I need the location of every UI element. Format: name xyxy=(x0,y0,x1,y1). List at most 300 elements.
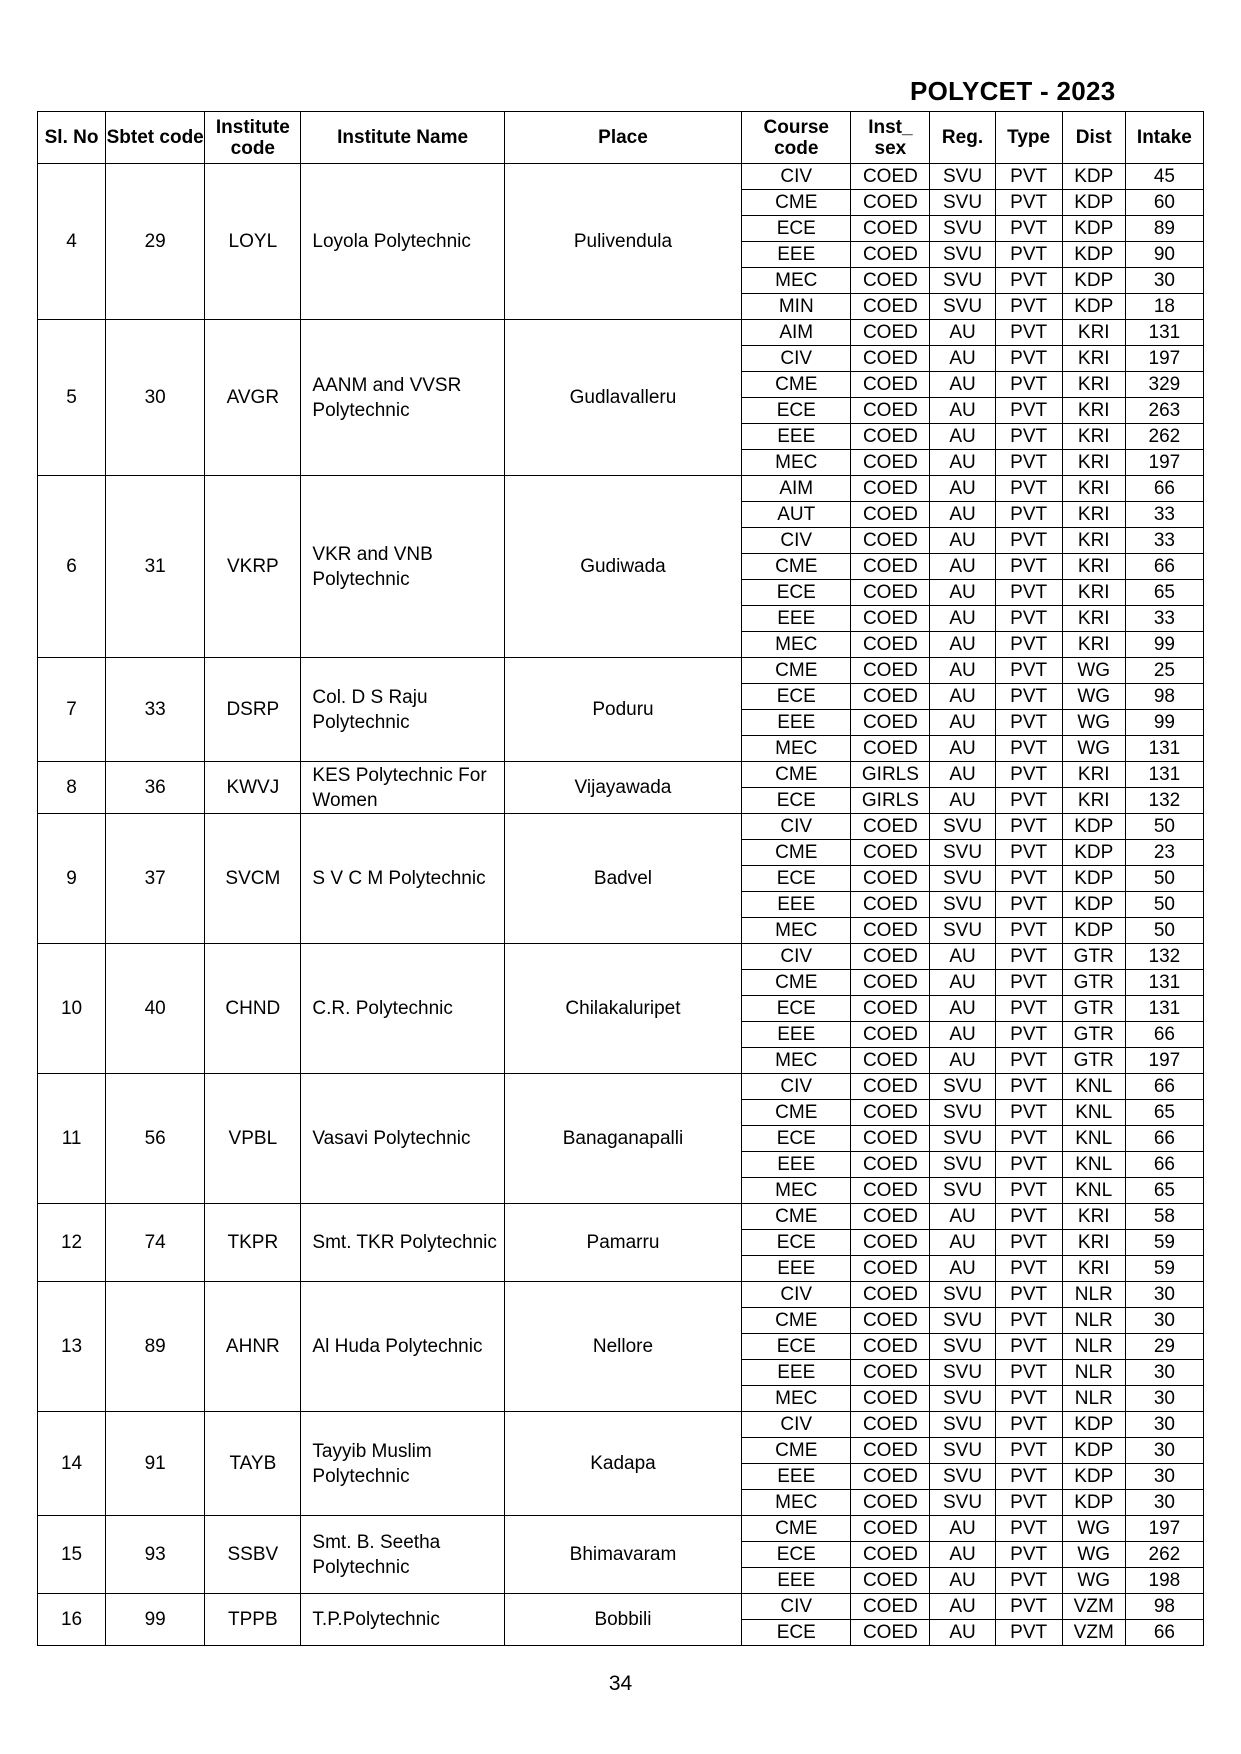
course-code-cell: EEE xyxy=(742,710,851,736)
inst-sex-cell: COED xyxy=(851,866,930,892)
inst-sex-cell: COED xyxy=(851,970,930,996)
intake-cell: 263 xyxy=(1125,398,1203,424)
course-code-cell: CIV xyxy=(742,1412,851,1438)
sl-no-cell: 7 xyxy=(38,658,106,762)
type-cell: PVT xyxy=(995,918,1062,944)
sbtet-code-cell: 29 xyxy=(106,164,205,320)
course-code-cell: CME xyxy=(742,1100,851,1126)
course-code-cell: CIV xyxy=(742,1074,851,1100)
sl-no-cell: 11 xyxy=(38,1074,106,1204)
course-code-cell: EEE xyxy=(742,242,851,268)
dist-cell: GTR xyxy=(1062,1022,1125,1048)
reg-cell: SVU xyxy=(930,1412,995,1438)
reg-cell: AU xyxy=(930,502,995,528)
institute-name-cell: Tayyib Muslim Polytechnic xyxy=(301,1412,504,1516)
intake-cell: 30 xyxy=(1125,1308,1203,1334)
type-cell: PVT xyxy=(995,1386,1062,1412)
type-cell: PVT xyxy=(995,1438,1062,1464)
course-code-cell: CIV xyxy=(742,528,851,554)
reg-cell: AU xyxy=(930,580,995,606)
table-body xyxy=(38,164,1204,1646)
type-cell: PVT xyxy=(995,476,1062,502)
type-cell: PVT xyxy=(995,1178,1062,1204)
reg-cell: SVU xyxy=(930,216,995,242)
institute-name-cell: KES Polytechnic For Women xyxy=(301,762,504,814)
header-intake: Intake xyxy=(1125,112,1203,164)
header-course-code: Course code xyxy=(742,112,851,164)
reg-cell: SVU xyxy=(930,1334,995,1360)
dist-cell: GTR xyxy=(1062,1048,1125,1074)
institute-code-cell: TKPR xyxy=(205,1204,301,1282)
intake-cell: 89 xyxy=(1125,216,1203,242)
inst-sex-cell: COED xyxy=(851,372,930,398)
sbtet-code-cell: 40 xyxy=(106,944,205,1074)
header-reg: Reg. xyxy=(930,112,995,164)
type-cell: PVT xyxy=(995,1308,1062,1334)
inst-sex-cell: COED xyxy=(851,450,930,476)
reg-cell: AU xyxy=(930,476,995,502)
dist-cell: KRI xyxy=(1062,502,1125,528)
place-cell: Poduru xyxy=(504,658,741,762)
course-code-cell: MEC xyxy=(742,632,851,658)
dist-cell: KNL xyxy=(1062,1152,1125,1178)
course-code-cell: MEC xyxy=(742,1048,851,1074)
institute-name-cell: Al Huda Polytechnic xyxy=(301,1282,504,1412)
dist-cell: KRI xyxy=(1062,450,1125,476)
inst-sex-cell: COED xyxy=(851,1594,930,1620)
reg-cell: AU xyxy=(930,1568,995,1594)
course-code-cell: ECE xyxy=(742,1230,851,1256)
inst-sex-cell: COED xyxy=(851,1412,930,1438)
reg-cell: AU xyxy=(930,424,995,450)
type-cell: PVT xyxy=(995,1204,1062,1230)
type-cell: PVT xyxy=(995,1334,1062,1360)
institute-name-cell: S V C M Polytechnic xyxy=(301,814,504,944)
sl-no-cell: 15 xyxy=(38,1516,106,1594)
reg-cell: AU xyxy=(930,684,995,710)
intake-cell: 33 xyxy=(1125,528,1203,554)
inst-sex-cell: COED xyxy=(851,1152,930,1178)
type-cell: PVT xyxy=(995,268,1062,294)
inst-sex-cell: COED xyxy=(851,1178,930,1204)
reg-cell: SVU xyxy=(930,1386,995,1412)
institute-intake-table xyxy=(37,111,1204,1646)
intake-cell: 132 xyxy=(1125,788,1203,814)
dist-cell: KRI xyxy=(1062,580,1125,606)
course-code-cell: ECE xyxy=(742,996,851,1022)
type-cell: PVT xyxy=(995,1022,1062,1048)
inst-sex-cell: COED xyxy=(851,606,930,632)
header-place: Place xyxy=(504,112,741,164)
intake-cell: 30 xyxy=(1125,1438,1203,1464)
dist-cell: GTR xyxy=(1062,944,1125,970)
dist-cell: KRI xyxy=(1062,398,1125,424)
reg-cell: AU xyxy=(930,996,995,1022)
reg-cell: SVU xyxy=(930,1438,995,1464)
header-type: Type xyxy=(995,112,1062,164)
course-code-cell: AIM xyxy=(742,320,851,346)
dist-cell: KNL xyxy=(1062,1126,1125,1152)
course-code-cell: EEE xyxy=(742,606,851,632)
type-cell: PVT xyxy=(995,840,1062,866)
table-row xyxy=(38,1074,1204,1100)
inst-sex-cell: COED xyxy=(851,346,930,372)
type-cell: PVT xyxy=(995,1152,1062,1178)
course-code-cell: EEE xyxy=(742,1464,851,1490)
inst-sex-cell: GIRLS xyxy=(851,788,930,814)
intake-cell: 66 xyxy=(1125,1620,1203,1646)
institute-name-cell: Smt. TKR Polytechnic xyxy=(301,1204,504,1282)
type-cell: PVT xyxy=(995,944,1062,970)
sbtet-code-cell: 56 xyxy=(106,1074,205,1204)
intake-cell: 66 xyxy=(1125,1074,1203,1100)
sbtet-code-cell: 31 xyxy=(106,476,205,658)
inst-sex-cell: COED xyxy=(851,658,930,684)
reg-cell: SVU xyxy=(930,1074,995,1100)
inst-sex-cell: COED xyxy=(851,1464,930,1490)
intake-cell: 30 xyxy=(1125,1386,1203,1412)
course-code-cell: CME xyxy=(742,840,851,866)
type-cell: PVT xyxy=(995,554,1062,580)
reg-cell: SVU xyxy=(930,1178,995,1204)
type-cell: PVT xyxy=(995,632,1062,658)
institute-name-cell: VKR and VNB Polytechnic xyxy=(301,476,504,658)
type-cell: PVT xyxy=(995,528,1062,554)
institute-code-cell: TAYB xyxy=(205,1412,301,1516)
inst-sex-cell: COED xyxy=(851,814,930,840)
inst-sex-cell: COED xyxy=(851,918,930,944)
table-row xyxy=(38,762,1204,788)
dist-cell: KRI xyxy=(1062,632,1125,658)
type-cell: PVT xyxy=(995,1516,1062,1542)
reg-cell: SVU xyxy=(930,866,995,892)
reg-cell: AU xyxy=(930,710,995,736)
course-code-cell: CME xyxy=(742,1438,851,1464)
intake-cell: 197 xyxy=(1125,346,1203,372)
dist-cell: KDP xyxy=(1062,1438,1125,1464)
course-code-cell: CME xyxy=(742,658,851,684)
inst-sex-cell: COED xyxy=(851,1542,930,1568)
sbtet-code-cell: 93 xyxy=(106,1516,205,1594)
inst-sex-cell: GIRLS xyxy=(851,762,930,788)
intake-cell: 198 xyxy=(1125,1568,1203,1594)
inst-sex-cell: COED xyxy=(851,892,930,918)
reg-cell: AU xyxy=(930,658,995,684)
course-code-cell: CIV xyxy=(742,814,851,840)
sbtet-code-cell: 30 xyxy=(106,320,205,476)
table-row xyxy=(38,1204,1204,1230)
place-cell: Bobbili xyxy=(504,1594,741,1646)
inst-sex-cell: COED xyxy=(851,1022,930,1048)
intake-cell: 23 xyxy=(1125,840,1203,866)
inst-sex-cell: COED xyxy=(851,736,930,762)
course-code-cell: MEC xyxy=(742,268,851,294)
type-cell: PVT xyxy=(995,320,1062,346)
dist-cell: KRI xyxy=(1062,372,1125,398)
course-code-cell: ECE xyxy=(742,1126,851,1152)
dist-cell: NLR xyxy=(1062,1386,1125,1412)
reg-cell: AU xyxy=(930,554,995,580)
table-row xyxy=(38,1594,1204,1620)
dist-cell: KDP xyxy=(1062,242,1125,268)
reg-cell: AU xyxy=(930,450,995,476)
course-code-cell: EEE xyxy=(742,1152,851,1178)
dist-cell: KDP xyxy=(1062,190,1125,216)
reg-cell: AU xyxy=(930,1022,995,1048)
reg-cell: SVU xyxy=(930,1152,995,1178)
course-code-cell: CIV xyxy=(742,1594,851,1620)
inst-sex-cell: COED xyxy=(851,944,930,970)
intake-cell: 66 xyxy=(1125,476,1203,502)
dist-cell: NLR xyxy=(1062,1334,1125,1360)
type-cell: PVT xyxy=(995,398,1062,424)
dist-cell: KRI xyxy=(1062,1230,1125,1256)
intake-cell: 329 xyxy=(1125,372,1203,398)
course-code-cell: EEE xyxy=(742,892,851,918)
inst-sex-cell: COED xyxy=(851,1516,930,1542)
type-cell: PVT xyxy=(995,1100,1062,1126)
intake-cell: 98 xyxy=(1125,1594,1203,1620)
institute-name-cell: Col. D S Raju Polytechnic xyxy=(301,658,504,762)
intake-cell: 131 xyxy=(1125,320,1203,346)
intake-cell: 131 xyxy=(1125,996,1203,1022)
intake-cell: 30 xyxy=(1125,268,1203,294)
type-cell: PVT xyxy=(995,1542,1062,1568)
inst-sex-cell: COED xyxy=(851,320,930,346)
type-cell: PVT xyxy=(995,294,1062,320)
dist-cell: KRI xyxy=(1062,320,1125,346)
table-row xyxy=(38,658,1204,684)
place-cell: Chilakaluripet xyxy=(504,944,741,1074)
institute-code-cell: TPPB xyxy=(205,1594,301,1646)
intake-cell: 66 xyxy=(1125,1126,1203,1152)
place-cell: Badvel xyxy=(504,814,741,944)
dist-cell: GTR xyxy=(1062,970,1125,996)
inst-sex-cell: COED xyxy=(851,528,930,554)
course-code-cell: MEC xyxy=(742,1386,851,1412)
header-sbtet-code: Sbtet code xyxy=(106,112,205,164)
inst-sex-cell: COED xyxy=(851,1620,930,1646)
intake-cell: 59 xyxy=(1125,1256,1203,1282)
type-cell: PVT xyxy=(995,684,1062,710)
reg-cell: AU xyxy=(930,1230,995,1256)
intake-cell: 99 xyxy=(1125,710,1203,736)
reg-cell: SVU xyxy=(930,294,995,320)
sbtet-code-cell: 37 xyxy=(106,814,205,944)
dist-cell: KDP xyxy=(1062,1490,1125,1516)
document-title: POLYCET - 2023 xyxy=(910,76,1116,106)
intake-cell: 131 xyxy=(1125,762,1203,788)
course-code-cell: ECE xyxy=(742,788,851,814)
dist-cell: KDP xyxy=(1062,268,1125,294)
inst-sex-cell: COED xyxy=(851,1100,930,1126)
type-cell: PVT xyxy=(995,372,1062,398)
sbtet-code-cell: 99 xyxy=(106,1594,205,1646)
intake-cell: 65 xyxy=(1125,1178,1203,1204)
type-cell: PVT xyxy=(995,1594,1062,1620)
header-sl-no: Sl. No xyxy=(38,112,106,164)
course-code-cell: EEE xyxy=(742,1022,851,1048)
intake-cell: 99 xyxy=(1125,632,1203,658)
reg-cell: SVU xyxy=(930,1100,995,1126)
course-code-cell: EEE xyxy=(742,1256,851,1282)
reg-cell: SVU xyxy=(930,1464,995,1490)
type-cell: PVT xyxy=(995,1412,1062,1438)
sl-no-cell: 8 xyxy=(38,762,106,814)
sl-no-cell: 10 xyxy=(38,944,106,1074)
inst-sex-cell: COED xyxy=(851,1568,930,1594)
reg-cell: AU xyxy=(930,788,995,814)
intake-cell: 25 xyxy=(1125,658,1203,684)
intake-cell: 50 xyxy=(1125,892,1203,918)
dist-cell: GTR xyxy=(1062,996,1125,1022)
reg-cell: AU xyxy=(930,632,995,658)
type-cell: PVT xyxy=(995,190,1062,216)
type-cell: PVT xyxy=(995,892,1062,918)
inst-sex-cell: COED xyxy=(851,996,930,1022)
intake-cell: 131 xyxy=(1125,736,1203,762)
type-cell: PVT xyxy=(995,762,1062,788)
sl-no-cell: 14 xyxy=(38,1412,106,1516)
dist-cell: KRI xyxy=(1062,762,1125,788)
type-cell: PVT xyxy=(995,1230,1062,1256)
type-cell: PVT xyxy=(995,970,1062,996)
course-code-cell: ECE xyxy=(742,866,851,892)
reg-cell: SVU xyxy=(930,268,995,294)
inst-sex-cell: COED xyxy=(851,1334,930,1360)
inst-sex-cell: COED xyxy=(851,476,930,502)
type-cell: PVT xyxy=(995,736,1062,762)
inst-sex-cell: COED xyxy=(851,1282,930,1308)
inst-sex-cell: COED xyxy=(851,840,930,866)
reg-cell: AU xyxy=(930,372,995,398)
sl-no-cell: 5 xyxy=(38,320,106,476)
dist-cell: NLR xyxy=(1062,1282,1125,1308)
type-cell: PVT xyxy=(995,710,1062,736)
intake-cell: 197 xyxy=(1125,1048,1203,1074)
reg-cell: AU xyxy=(930,606,995,632)
reg-cell: SVU xyxy=(930,1308,995,1334)
reg-cell: SVU xyxy=(930,840,995,866)
dist-cell: KDP xyxy=(1062,164,1125,190)
table-row xyxy=(38,320,1204,346)
intake-cell: 30 xyxy=(1125,1490,1203,1516)
intake-cell: 18 xyxy=(1125,294,1203,320)
inst-sex-cell: COED xyxy=(851,632,930,658)
intake-cell: 50 xyxy=(1125,814,1203,840)
header-inst-sex: Inst_ sex xyxy=(851,112,930,164)
reg-cell: SVU xyxy=(930,1490,995,1516)
dist-cell: WG xyxy=(1062,1542,1125,1568)
place-cell: Nellore xyxy=(504,1282,741,1412)
course-code-cell: CME xyxy=(742,1204,851,1230)
institute-code-cell: AHNR xyxy=(205,1282,301,1412)
intake-cell: 262 xyxy=(1125,1542,1203,1568)
intake-cell: 131 xyxy=(1125,970,1203,996)
intake-cell: 66 xyxy=(1125,1152,1203,1178)
dist-cell: KNL xyxy=(1062,1100,1125,1126)
table-row xyxy=(38,1516,1204,1542)
course-code-cell: CIV xyxy=(742,346,851,372)
course-code-cell: CME xyxy=(742,1308,851,1334)
course-code-cell: CME xyxy=(742,190,851,216)
inst-sex-cell: COED xyxy=(851,1126,930,1152)
institute-code-cell: LOYL xyxy=(205,164,301,320)
header-institute-code: Institute code xyxy=(205,112,301,164)
course-code-cell: ECE xyxy=(742,216,851,242)
sbtet-code-cell: 74 xyxy=(106,1204,205,1282)
reg-cell: AU xyxy=(930,398,995,424)
intake-cell: 197 xyxy=(1125,450,1203,476)
course-code-cell: MEC xyxy=(742,918,851,944)
type-cell: PVT xyxy=(995,346,1062,372)
reg-cell: SVU xyxy=(930,190,995,216)
inst-sex-cell: COED xyxy=(851,164,930,190)
dist-cell: KRI xyxy=(1062,1256,1125,1282)
place-cell: Vijayawada xyxy=(504,762,741,814)
type-cell: PVT xyxy=(995,996,1062,1022)
reg-cell: SVU xyxy=(930,242,995,268)
dist-cell: VZM xyxy=(1062,1594,1125,1620)
sbtet-code-cell: 33 xyxy=(106,658,205,762)
dist-cell: WG xyxy=(1062,684,1125,710)
course-code-cell: ECE xyxy=(742,1542,851,1568)
dist-cell: WG xyxy=(1062,1568,1125,1594)
reg-cell: SVU xyxy=(930,892,995,918)
dist-cell: KRI xyxy=(1062,554,1125,580)
sbtet-code-cell: 36 xyxy=(106,762,205,814)
reg-cell: SVU xyxy=(930,918,995,944)
type-cell: PVT xyxy=(995,1126,1062,1152)
inst-sex-cell: COED xyxy=(851,1204,930,1230)
place-cell: Kadapa xyxy=(504,1412,741,1516)
reg-cell: AU xyxy=(930,736,995,762)
intake-cell: 33 xyxy=(1125,502,1203,528)
sbtet-code-cell: 91 xyxy=(106,1412,205,1516)
dist-cell: KDP xyxy=(1062,892,1125,918)
institute-name-cell: Smt. B. Seetha Polytechnic xyxy=(301,1516,504,1594)
intake-cell: 132 xyxy=(1125,944,1203,970)
course-code-cell: MIN xyxy=(742,294,851,320)
course-code-cell: EEE xyxy=(742,424,851,450)
dist-cell: WG xyxy=(1062,736,1125,762)
inst-sex-cell: COED xyxy=(851,710,930,736)
intake-cell: 66 xyxy=(1125,1022,1203,1048)
dist-cell: KRI xyxy=(1062,346,1125,372)
reg-cell: AU xyxy=(930,1048,995,1074)
type-cell: PVT xyxy=(995,242,1062,268)
dist-cell: KDP xyxy=(1062,840,1125,866)
sl-no-cell: 16 xyxy=(38,1594,106,1646)
reg-cell: SVU xyxy=(930,1126,995,1152)
inst-sex-cell: COED xyxy=(851,1256,930,1282)
intake-cell: 45 xyxy=(1125,164,1203,190)
reg-cell: SVU xyxy=(930,1282,995,1308)
dist-cell: NLR xyxy=(1062,1360,1125,1386)
reg-cell: AU xyxy=(930,1256,995,1282)
course-code-cell: MEC xyxy=(742,1490,851,1516)
dist-cell: NLR xyxy=(1062,1308,1125,1334)
course-code-cell: ECE xyxy=(742,1334,851,1360)
table-row xyxy=(38,944,1204,970)
intake-cell: 90 xyxy=(1125,242,1203,268)
type-cell: PVT xyxy=(995,450,1062,476)
course-code-cell: AUT xyxy=(742,502,851,528)
course-code-cell: EEE xyxy=(742,1360,851,1386)
intake-cell: 60 xyxy=(1125,190,1203,216)
institute-code-cell: KWVJ xyxy=(205,762,301,814)
table-row xyxy=(38,814,1204,840)
